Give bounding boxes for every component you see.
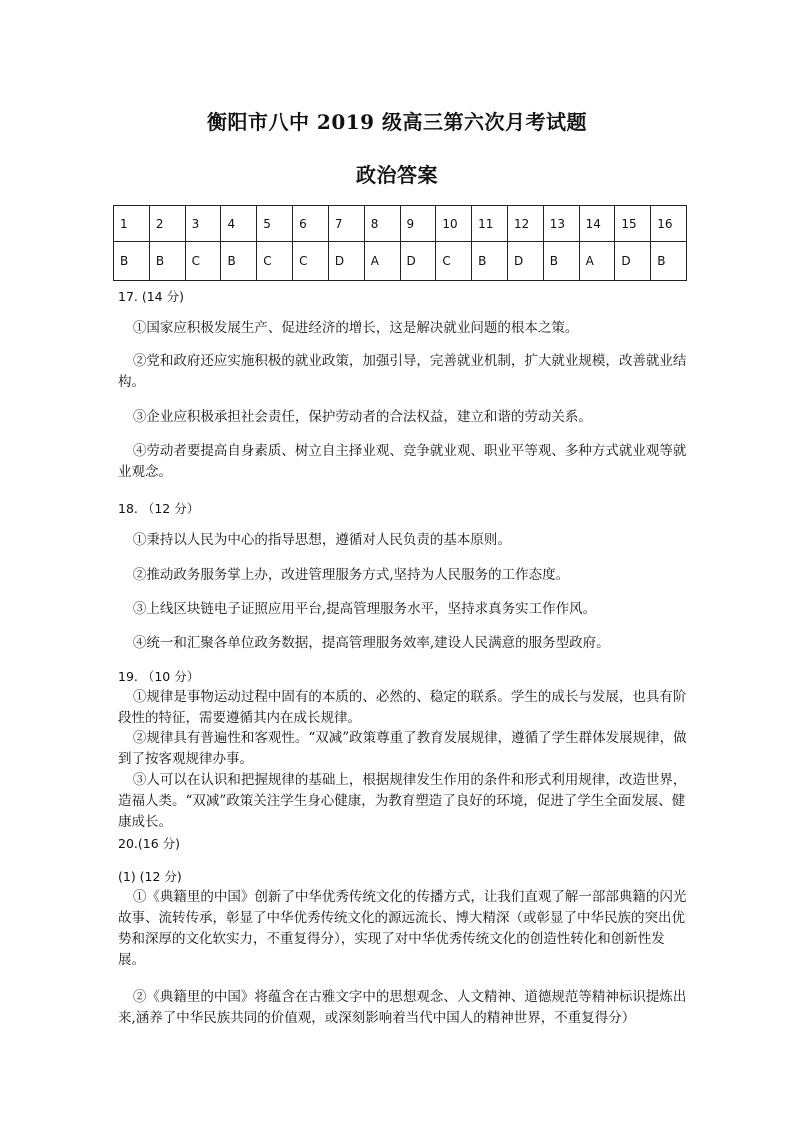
q18-point-3: ③上线区块链电子证照应用平台,提高管理服务水平，坚持求真务实工作作风。 bbox=[132, 601, 597, 617]
question-number: 13 bbox=[543, 206, 579, 242]
question-number: 2 bbox=[149, 206, 185, 242]
q20-point-1: ①《典籍里的中国》创新了中华优秀传统文化的传播方式，让我们直观了解一部部典籍的闪光故事、流转传承，彰显了中华优秀传统文化的源远流长、博大精深（或彰显了中华民族的突出优势和深厚的文化软实力，不重复得分），实现了对中华优秀传统文化的创造性转化和创新性发展。 bbox=[118, 889, 687, 968]
question-number: 5 bbox=[257, 206, 293, 242]
answer-cell: A bbox=[579, 242, 615, 281]
answer-cell: B bbox=[472, 242, 508, 281]
answer-cell: C bbox=[185, 242, 221, 281]
q19-heading: 19. （10 分） bbox=[118, 669, 200, 684]
answer-cell: A bbox=[364, 242, 400, 281]
question-number: 6 bbox=[293, 206, 329, 242]
question-number: 8 bbox=[364, 206, 400, 242]
question-number-row bbox=[114, 206, 687, 242]
question-number: 7 bbox=[328, 206, 364, 242]
question-number: 11 bbox=[472, 206, 508, 242]
q17-heading: 17. (14 分) bbox=[118, 289, 184, 304]
q17-point-4: ④劳动者要提高自身素质、树立自主择业观、竞争就业观、职业平等观、多种方式就业观等就业观念。 bbox=[118, 443, 687, 480]
answer-subtitle: 政治答案 bbox=[356, 163, 438, 187]
q19-point-3: ③人可以在认识和把握规律的基础上，根据规律发生作用的条件和形式利用规律，改造世界，造福人类。“双减”政策关注学生身心健康，为教育塑造了良好的环境，促进了学生全面发展、健康成长。 bbox=[118, 772, 687, 830]
q17-point-1: ①国家应积极发展生产、促进经济的增长，这是解决就业问题的根本之策。 bbox=[132, 320, 579, 336]
answer-cell: D bbox=[615, 242, 651, 281]
q18-point-2: ②推动政务服务掌上办，改进管理服务方式,坚持为人民服务的工作态度。 bbox=[132, 567, 570, 583]
answer-cell: B bbox=[651, 242, 687, 281]
q17-point-3: ③企业应积极承担社会责任，保护劳动者的合法权益，建立和谐的劳动关系。 bbox=[132, 409, 592, 425]
answer-row bbox=[114, 242, 687, 281]
answer-cell: D bbox=[400, 242, 436, 281]
question-number: 14 bbox=[579, 206, 615, 242]
question-number: 15 bbox=[615, 206, 651, 242]
answer-cell: C bbox=[293, 242, 329, 281]
q18-point-1: ①秉持以人民为中心的指导思想，遵循对人民负责的基本原则。 bbox=[132, 532, 511, 548]
answer-cell: B bbox=[221, 242, 257, 281]
q20-heading: 20.(16 分) bbox=[118, 836, 181, 851]
answer-cell: D bbox=[328, 242, 364, 281]
question-number: 4 bbox=[221, 206, 257, 242]
question-number: 10 bbox=[436, 206, 472, 242]
question-number: 12 bbox=[507, 206, 543, 242]
answer-cell: C bbox=[257, 242, 293, 281]
answer-cell: D bbox=[507, 242, 543, 281]
answer-cell: B bbox=[543, 242, 579, 281]
q19-point-2: ②规律具有普遍性和客观性。“双减”政策尊重了教育发展规律，遵循了学生群体发展规律，做到了按客观规律办事。 bbox=[118, 730, 687, 767]
exam-title: 衡阳市八中 2019 级高三第六次月考试题 bbox=[206, 110, 588, 134]
question-number: 9 bbox=[400, 206, 436, 242]
question-number: 16 bbox=[651, 206, 687, 242]
answer-cell: B bbox=[114, 242, 150, 281]
q18-heading: 18. （12 分） bbox=[118, 501, 200, 516]
q20-point-2: ②《典籍里的中国》将蕴含在古雅文字中的思想观念、人文精神、道德规范等精神标识提炼出来,涵养了中华民族共同的价值观，或深刻影响着当代中国人的精神世界，不重复得分） bbox=[118, 989, 687, 1026]
question-number: 3 bbox=[185, 206, 221, 242]
q18-point-4: ④统一和汇聚各单位政务数据，提高管理服务效率,建设人民满意的服务型政府。 bbox=[132, 635, 610, 651]
answer-cell: B bbox=[149, 242, 185, 281]
q19-point-1: ①规律是事物运动过程中固有的本质的、必然的、稳定的联系。学生的成长与发展，也具有阶段性的特征，需要遵循其内在成长规律。 bbox=[118, 689, 687, 726]
question-number: 1 bbox=[114, 206, 150, 242]
q20-sub1-heading: (1) (12 分) bbox=[118, 869, 182, 884]
answer-table bbox=[113, 205, 687, 281]
answer-cell: C bbox=[436, 242, 472, 281]
q17-point-2: ②党和政府还应实施积极的就业政策，加强引导，完善就业机制，扩大就业规模，改善就业结构。 bbox=[118, 353, 687, 390]
